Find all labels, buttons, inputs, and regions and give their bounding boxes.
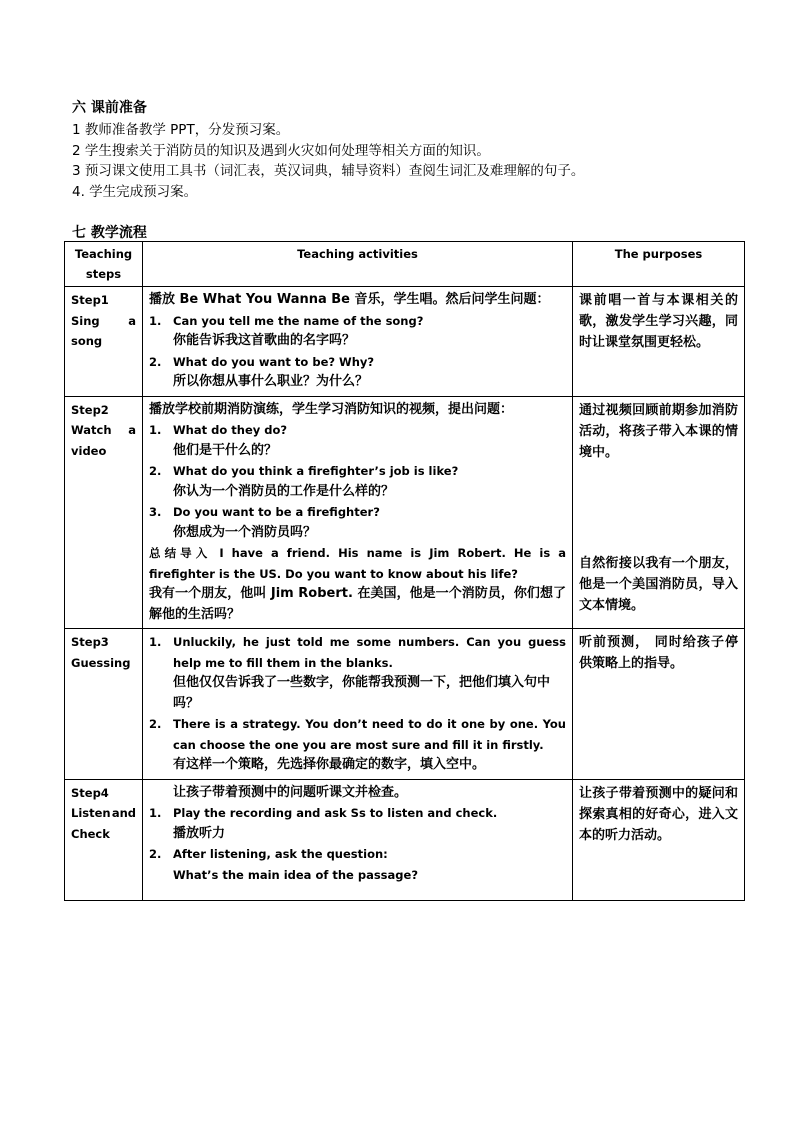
activity-item: 1. Unluckily, he just told me some numbers. Can you guess help me to fill them in the blanks. bbox=[149, 635, 566, 670]
step-label: Step3 bbox=[71, 635, 109, 649]
activity-item: 2. There is a strategy. You don’t need to do it one by one. You can choose the one you are most sure and fill it in firstly. bbox=[149, 717, 566, 752]
activity-summary-translation: 我有一个朋友，他叫 Jim Robert. 在美国，他是一个消防员，你们想了解他的生活吗？ bbox=[149, 586, 566, 622]
purpose-cell bbox=[573, 779, 745, 900]
preparation-item: 3 预习课文使用工具书（词汇表，英汉词典，辅导资料）查阅生词汇及难理解的句子。 bbox=[72, 163, 585, 179]
step-label: Step2 bbox=[71, 402, 109, 417]
purpose-cell bbox=[573, 396, 745, 629]
purpose-cell bbox=[573, 287, 745, 397]
activity-summary: 总结导入 I have a friend. His name is Jim Robert. He is a firefighter is the US. Do you want to know about his life? bbox=[149, 546, 566, 581]
section-title-preparation: 六 课前准备 bbox=[72, 100, 147, 116]
header-teaching-activities: Teaching activities bbox=[143, 242, 573, 287]
step-name-line: Guessing bbox=[71, 655, 131, 670]
activity-item-translation: 他们是干什么的？ bbox=[173, 442, 278, 458]
step-name-line: Check bbox=[71, 826, 110, 841]
activity-intro: 让孩子带着预测中的问题听课文并检查。 bbox=[173, 784, 408, 800]
activity-item: 1. Play the recording and ask Ss to listen and check. bbox=[149, 806, 498, 820]
teaching-flow-table bbox=[64, 241, 745, 901]
activity-item: 2. What do you think a firefighter’s job is like? bbox=[149, 464, 459, 478]
header-teaching-steps bbox=[65, 242, 143, 287]
table-row bbox=[65, 287, 745, 397]
table-row bbox=[65, 779, 745, 900]
purpose-text: 自然衔接以我有一个朋友，他是一个美国消防员，导入文本情境。 bbox=[579, 555, 738, 613]
activity-item-question: What’s the main idea of the passage? bbox=[173, 867, 418, 882]
activity-item-translation: 有这样一个策略，先选择你最确定的数字，填入空中。 bbox=[173, 757, 486, 772]
activity-item: 1. Can you tell me the name of the song? bbox=[149, 313, 424, 328]
step-name-line: video bbox=[71, 443, 107, 458]
activity-intro: 播放 Be What You Wanna Be 音乐，学生唱。然后问学生问题： bbox=[149, 292, 550, 307]
activity-cell bbox=[143, 287, 573, 397]
step-label: Step1 bbox=[71, 293, 109, 307]
header-steps-line1: Teaching bbox=[74, 247, 133, 261]
activity-item: 2. After listening, ask the question: bbox=[149, 847, 388, 861]
step-name-line: Sing a bbox=[71, 313, 136, 328]
activity-item-translation: 播放听力 bbox=[173, 825, 226, 841]
preparation-item: 2 学生搜索关于消防员的知识及遇到火灾如何处理等相关方面的知识。 bbox=[72, 142, 490, 159]
table-header-row bbox=[65, 242, 745, 287]
step-name-line: Watch a bbox=[71, 423, 136, 437]
table-row bbox=[65, 629, 745, 780]
preparation-item: 1 教师准备教学 PPT，分发预习案。 bbox=[72, 122, 290, 138]
activity-item: 1. What do they do? bbox=[149, 423, 288, 437]
activity-item-translation: 你能告诉我这首歌曲的名字吗？ bbox=[173, 333, 356, 348]
activity-item: 3. Do you want to be a firefighter? bbox=[149, 505, 380, 519]
header-purposes: The purposes bbox=[573, 242, 745, 287]
activity-item-translation: 但他仅仅告诉我了一些数字，你能帮我预测一下，把他们填入句中吗？ bbox=[173, 675, 551, 711]
preparation-list bbox=[72, 120, 762, 202]
purpose-text: 让孩子带着预测中的疑问和探索真相的好奇心，进入文本的听力活动。 bbox=[579, 785, 738, 843]
activity-cell bbox=[143, 779, 573, 900]
step-cell bbox=[65, 396, 143, 629]
section-title-teaching-flow: 七 教学流程 bbox=[72, 225, 147, 241]
header-steps-line2: steps bbox=[85, 267, 122, 281]
step-name-line: Listen and bbox=[71, 806, 136, 820]
step-cell bbox=[65, 779, 143, 900]
preparation-item: 4. 学生完成预习案。 bbox=[72, 183, 198, 200]
purpose-text: 通过视频回顾前期参加消防活动，将孩子带入本课的情境中。 bbox=[579, 402, 738, 460]
activity-item-translation: 你认为一个消防员的工作是什么样的？ bbox=[173, 483, 395, 499]
step-cell bbox=[65, 629, 143, 780]
step-label: Step4 bbox=[71, 785, 109, 800]
activity-cell bbox=[143, 629, 573, 780]
activity-cell bbox=[143, 396, 573, 629]
table-row bbox=[65, 396, 745, 629]
activity-item: 2. What do you want to be? Why? bbox=[149, 354, 375, 369]
purpose-cell bbox=[573, 629, 745, 780]
activity-intro: 播放学校前期消防演练，学生学习消防知识的视频，提出问题： bbox=[149, 401, 514, 417]
activity-item-translation: 所以你想从事什么职业？为什么？ bbox=[173, 374, 369, 389]
step-cell bbox=[65, 287, 143, 397]
purpose-text: 课前唱一首与本课相关的歌，激发学生学习兴趣，同时让课堂氛围更轻松。 bbox=[579, 293, 738, 350]
activity-item-translation: 你想成为一个消防员吗？ bbox=[173, 524, 317, 540]
step-name-line: song bbox=[71, 334, 103, 348]
purpose-text: 听前预测， 同时给孩子停供策略上的指导。 bbox=[579, 635, 738, 671]
